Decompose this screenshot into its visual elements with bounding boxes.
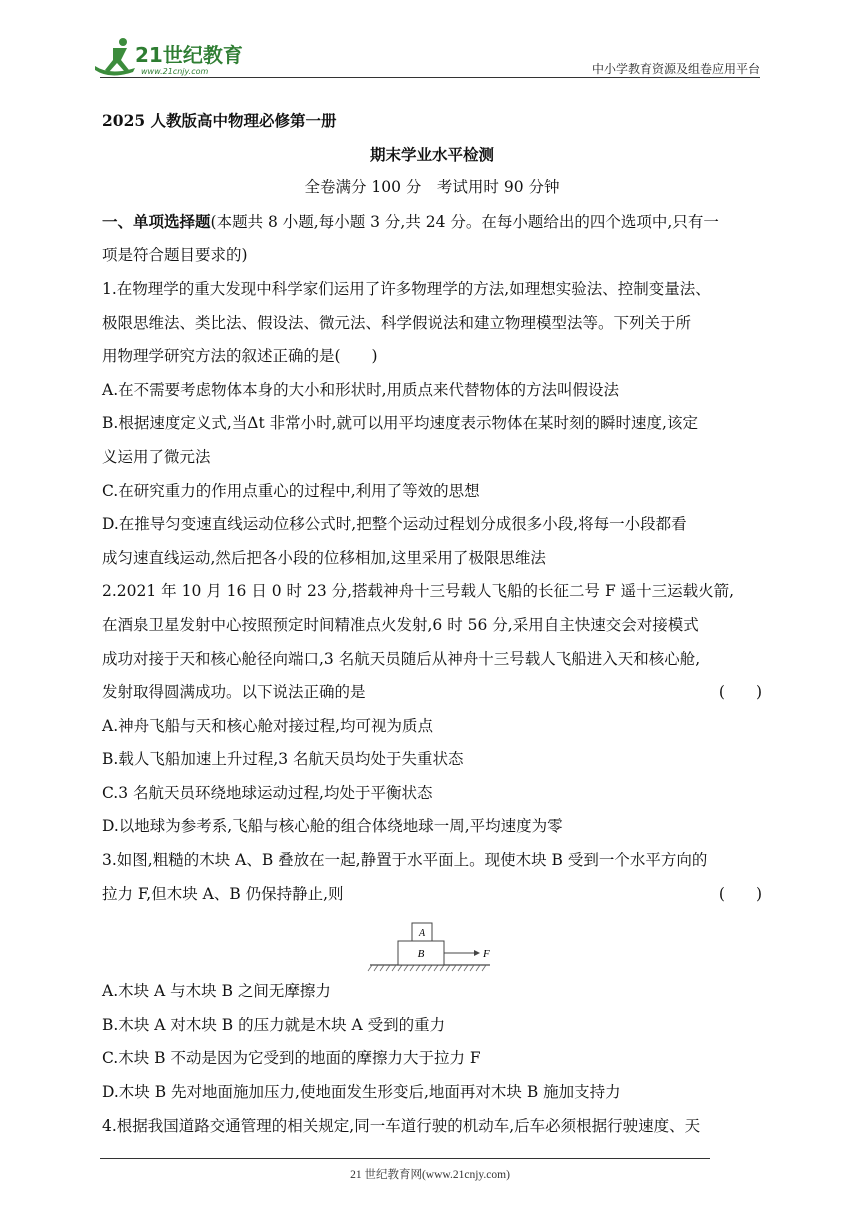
q1-option-d-2: 成匀速直线运动,然后把各小段的位移相加,这里采用了极限思维法 [102, 548, 546, 567]
q2-stem-2: 在酒泉卫星发射中心按照预定时间精准点火发射,6 时 56 分,采用自主快速交会对接模式 [102, 615, 699, 634]
q2-option-c: C.3 名航天员环绕地球运动过程,均处于平衡状态 [102, 783, 433, 802]
q3-option-d: D.木块 B 先对地面施加压力,使地面发生形变后,地面再对木块 B 施加支持力 [102, 1083, 621, 1102]
logo-21cnjy [95, 36, 265, 78]
footer-divider [100, 1158, 710, 1159]
q3-stem-1: 3.如图,粗糙的木块 A、B 叠放在一起,静置于水平面上。现使木块 B 受到一个水平方向的 [102, 851, 708, 870]
document-title: 期末学业水平检测 [369, 144, 494, 164]
q2-stem-4: 发射取得圆满成功。以下说法正确的是 [102, 683, 366, 702]
section1-desc-1: (本题共 8 小题,每小题 3 分,共 24 分。在每小题给出的四个选项中,只有一 [210, 212, 719, 231]
q2-stem-1: 2.2021 年 10 月 16 日 0 时 23 分,搭载神舟十三号载人飞船的长征二号 F 遥十三运载火箭, [102, 582, 735, 601]
q2-option-b: B.载人飞船加速上升过程,3 名航天员均处于失重状态 [102, 750, 464, 769]
q3-stem-2-row [102, 878, 762, 912]
force-label: F [483, 948, 490, 961]
q1-option-c: C.在研究重力的作用点重心的过程中,利用了等效的思想 [102, 481, 480, 500]
q1-option-a: A.在不需要考虑物体本身的大小和形状时,用质点来代替物体的方法叫假设法 [102, 380, 620, 399]
page-header [95, 36, 760, 78]
exam-info: 全卷满分 100 分 考试用时 90 分钟 [304, 178, 560, 197]
q4-stem-1: 4.根据我国道路交通管理的相关规定,同一车道行驶的机动车,后车必须根据行驶速度、天 [102, 1116, 701, 1135]
q3-option-b: B.木块 A 对木块 B 的压力就是木块 A 受到的重力 [102, 1015, 446, 1034]
block-b-label: B [417, 948, 425, 961]
q2-option-d: D.以地球为参考系,飞船与核心舱的组合体绕地球一周,平均速度为零 [102, 817, 563, 836]
page-footer: 21 世纪教育网(www.21cnjy.com) [350, 1169, 510, 1181]
document-body [102, 104, 762, 1143]
q3-option-c: C.木块 B 不动是因为它受到的地面的摩擦力大于拉力 F [102, 1049, 481, 1068]
svg-text:www.21cnjy.com: www.21cnjy.com [141, 67, 209, 76]
q1-option-b-1: B.根据速度定义式,当Δt 非常小时,就可以用平均速度表示物体在某时刻的瞬时速度,该定 [102, 414, 698, 433]
block-a-label: A [418, 928, 426, 940]
section1-desc-2: 项是符合题目要求的) [102, 246, 248, 265]
document-subtitle: 2025 人教版高中物理必修第一册 [102, 111, 337, 130]
q3-answer-paren: ( ) [718, 884, 762, 903]
blocks-diagram [102, 911, 762, 975]
q1-option-b-2: 义运用了微元法 [102, 447, 211, 466]
header-platform-text: 中小学教育资源及组卷应用平台 [591, 62, 760, 76]
svg-text:21世纪教育: 21世纪教育 [135, 43, 243, 67]
q1-stem-3: 用物理学研究方法的叙述正确的是( ) [102, 347, 378, 366]
q2-option-a: A.神舟飞船与天和核心舱对接过程,均可视为质点 [102, 716, 434, 735]
section1-heading: 一、单项选择题 [102, 211, 211, 231]
section1-instruction [102, 205, 762, 240]
q3-figure [102, 911, 762, 975]
q1-option-d-1: D.在推导匀变速直线运动位移公式时,把整个运动过程划分成很多小段,将每一小段都看 [102, 515, 687, 534]
q3-stem-2: 拉力 F,但木块 A、B 仍保持静止,则 [102, 884, 344, 903]
header-divider [100, 77, 760, 78]
q1-stem-2: 极限思维法、类比法、假设法、微元法、科学假说法和建立物理模型法等。下列关于所 [102, 313, 692, 332]
q3-option-a: A.木块 A 与木块 B 之间无摩擦力 [102, 982, 331, 1001]
q2-stem-3: 成功对接于天和核心舱径向端口,3 名航天员随后从神舟十三号载人飞船进入天和核心舱, [102, 649, 701, 668]
q2-stem-4-row [102, 676, 762, 710]
q2-answer-paren: ( ) [718, 683, 762, 702]
q1-stem-1: 1.在物理学的重大发现中科学家们运用了许多物理学的方法,如理想实验法、控制变量法、 [102, 279, 711, 298]
